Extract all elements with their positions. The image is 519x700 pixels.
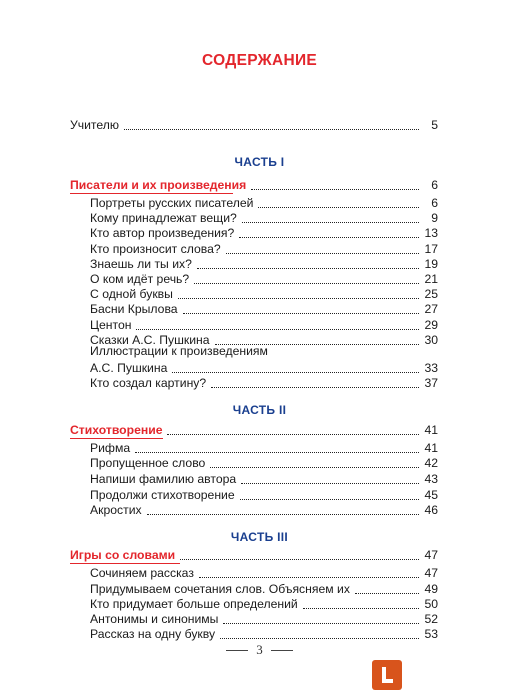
- leader-dots: [172, 372, 419, 373]
- toc-entry-label: С одной буквы: [90, 287, 173, 301]
- toc-entry-label: Придумываем сочетания слов. Объясняем их: [90, 582, 350, 596]
- toc-entry-label: А.С. Пушкина: [90, 361, 168, 375]
- section-underline: [70, 193, 233, 194]
- toc-entry-label-line1: Иллюстрации к произведениям: [90, 344, 268, 358]
- section-underline: [70, 563, 180, 564]
- toc-entry-page: 37: [424, 376, 438, 390]
- toc-entry-page: 33: [424, 361, 438, 375]
- toc-entry-label: Антонимы и синонимы: [90, 612, 219, 626]
- toc-entry-label: Портреты русских писателей: [90, 196, 254, 210]
- toc-entry-label: Акростих: [90, 503, 142, 517]
- leader-dots: [194, 283, 419, 284]
- toc-entry-page: 21: [424, 272, 438, 286]
- toc-entry[interactable]: [90, 361, 438, 376]
- leader-dots: [223, 623, 419, 624]
- toc-entry-page: 47: [424, 566, 438, 580]
- toc-entry[interactable]: [90, 612, 438, 627]
- toc-entry[interactable]: [90, 627, 438, 642]
- leader-dots: [251, 189, 419, 190]
- toc-entry[interactable]: [90, 582, 438, 597]
- leader-dots: [147, 514, 419, 515]
- leader-dots: [258, 207, 419, 208]
- toc-entry[interactable]: [90, 257, 438, 272]
- toc-entry-page: 30: [424, 333, 438, 347]
- leader-dots: [240, 499, 419, 500]
- toc-entry[interactable]: [90, 302, 438, 317]
- leader-dots: [136, 329, 419, 330]
- toc-entry-page: 46: [424, 503, 438, 517]
- toc-entry-page: 5: [431, 118, 438, 132]
- leader-dots: [167, 434, 419, 435]
- leader-dots: [303, 608, 419, 609]
- toc-entry[interactable]: [90, 211, 438, 226]
- section-page: 41: [424, 423, 438, 437]
- leader-dots: [124, 129, 419, 130]
- leader-dots: [210, 467, 419, 468]
- leader-dots: [199, 577, 419, 578]
- toc-entry[interactable]: [90, 196, 438, 211]
- toc-entry[interactable]: [90, 597, 438, 612]
- section-label: Стихотворение: [70, 423, 163, 437]
- leader-dots: [180, 559, 419, 560]
- toc-title: СОДЕРЖАНИЕ: [201, 52, 318, 69]
- toc-entry-label: Сказки А.С. Пушкина: [90, 333, 210, 347]
- leader-dots: [226, 253, 419, 254]
- toc-entry[interactable]: [90, 226, 438, 241]
- toc-entry-page: 50: [424, 597, 438, 611]
- toc-entry[interactable]: [90, 441, 438, 456]
- toc-entry-intro[interactable]: [70, 118, 438, 133]
- toc-entry[interactable]: [90, 566, 438, 581]
- footer-rule-left: [226, 650, 248, 651]
- section-underline: [70, 438, 163, 439]
- leader-dots: [220, 638, 419, 639]
- section-page: 6: [431, 178, 438, 192]
- leader-dots: [197, 268, 419, 269]
- page-footer: [0, 642, 519, 658]
- toc-entry-page: 25: [424, 287, 438, 301]
- part-title-2: ЧАСТЬ II: [232, 403, 287, 417]
- toc-entry-label: Рифма: [90, 441, 131, 455]
- toc-entry-label: Сочиняем рассказ: [90, 566, 194, 580]
- toc-entry-page: 27: [424, 302, 438, 316]
- toc-entry-label: Пропущенное слово: [90, 456, 206, 470]
- leader-dots: [242, 222, 419, 223]
- part-title-3: ЧАСТЬ III: [230, 530, 289, 544]
- toc-entry-page: 45: [424, 488, 438, 502]
- section-label: Игры со словами: [70, 548, 176, 562]
- toc-entry-label: Басни Крылова: [90, 302, 178, 316]
- toc-entry-page: 41: [424, 441, 438, 455]
- toc-entry-page: 43: [424, 472, 438, 486]
- toc-entry-label: Учителю: [70, 118, 119, 132]
- page-number: 3: [256, 642, 263, 657]
- footer-rule-right: [271, 650, 293, 651]
- toc-entry-label: Кто создал картину?: [90, 376, 207, 390]
- toc-entry[interactable]: [90, 287, 438, 302]
- toc-entry[interactable]: [90, 472, 438, 487]
- toc-entry-label: Кто автор произведения?: [90, 226, 235, 240]
- part-title-1: ЧАСТЬ I: [234, 155, 285, 169]
- toc-entry-label: Знаешь ли ты их?: [90, 257, 192, 271]
- toc-entry-page: 42: [424, 456, 438, 470]
- toc-entry[interactable]: [90, 456, 438, 471]
- toc-entry-label: О ком идёт речь?: [90, 272, 190, 286]
- toc-section-poem[interactable]: [70, 423, 438, 438]
- toc-entry[interactable]: [90, 242, 438, 257]
- toc-entry-page: 9: [431, 211, 438, 225]
- labirint-L-icon: [376, 664, 398, 686]
- toc-entry-label: Кто произносит слова?: [90, 242, 221, 256]
- toc-entry[interactable]: [90, 488, 438, 503]
- section-label: Писатели и их произведения: [70, 178, 247, 192]
- toc-entry-label: Рассказ на одну букву: [90, 627, 216, 641]
- leader-dots: [135, 452, 419, 453]
- toc-entry[interactable]: [90, 272, 438, 287]
- toc-entry-page: 19: [424, 257, 438, 271]
- toc-entry-label: Продолжи стихотворение: [90, 488, 235, 502]
- toc-entry-page: 53: [424, 627, 438, 641]
- toc-entry[interactable]: [90, 376, 438, 391]
- toc-section-word-games[interactable]: [70, 548, 438, 563]
- leader-dots: [355, 593, 419, 594]
- leader-dots: [211, 387, 419, 388]
- toc-section-writers[interactable]: [70, 178, 438, 193]
- leader-dots: [239, 237, 419, 238]
- toc-entry-page: 52: [424, 612, 438, 626]
- leader-dots: [178, 298, 419, 299]
- toc-entry-label: Кому принадлежат вещи?: [90, 211, 237, 225]
- toc-entry-label: Напиши фамилию автора: [90, 472, 237, 486]
- section-page: 47: [424, 548, 438, 562]
- leader-dots: [183, 313, 419, 314]
- toc-entry-page: 17: [424, 242, 438, 256]
- toc-entry-page: 13: [424, 226, 438, 240]
- toc-entry-page: 6: [431, 196, 438, 210]
- toc-entry-page: 29: [424, 318, 438, 332]
- toc-entry-label: Кто придумает больше определений: [90, 597, 298, 611]
- toc-entry-page: 49: [424, 582, 438, 596]
- leader-dots: [241, 483, 419, 484]
- toc-entry-label: Центон: [90, 318, 132, 332]
- toc-entry[interactable]: [90, 503, 438, 518]
- toc-entry[interactable]: [90, 318, 438, 333]
- labirint-logo-icon: [372, 660, 402, 690]
